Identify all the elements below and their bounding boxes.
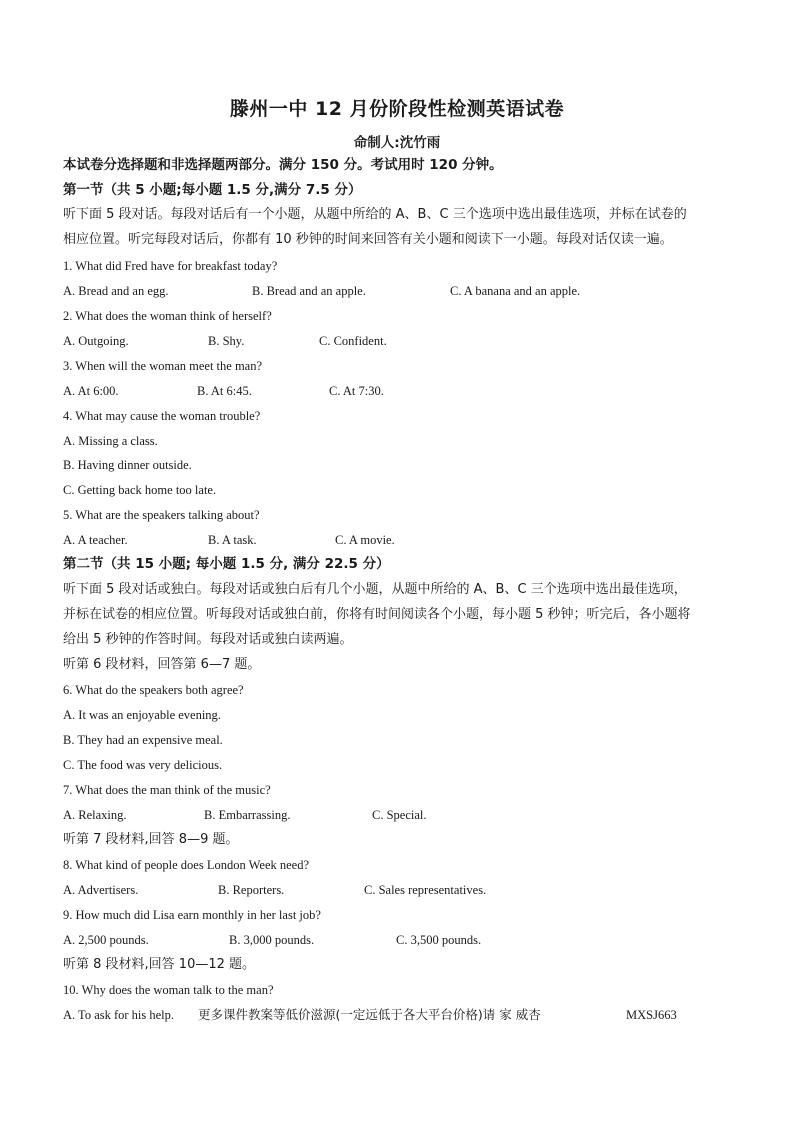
question-2-option-c: C. Confident. bbox=[319, 334, 387, 348]
question-1-option-a: A. Bread and an egg. bbox=[63, 284, 169, 298]
question-1-option-b: B. Bread and an apple. bbox=[252, 284, 366, 298]
section1-instruction-line1: 听下面 5 段对话。每段对话后有一个小题，从题中所给的 A、B、C 三个选项中选出最佳选项，并标在试卷的 bbox=[63, 207, 687, 222]
question-7-option-c: C. Special. bbox=[372, 808, 427, 822]
promo-code: MXSJ663 bbox=[626, 1008, 677, 1022]
question-4-option-a: A. Missing a class. bbox=[63, 434, 158, 448]
question-2-option-b: B. Shy. bbox=[208, 334, 245, 348]
question-8-option-c: C. Sales representatives. bbox=[364, 883, 487, 897]
question-6-stem: 6. What do the speakers both agree? bbox=[63, 683, 244, 697]
question-1-stem: 1. What did Fred have for breakfast today? bbox=[63, 259, 278, 273]
promo-text: 更多课件教案等低价滋源(一定远低于各大平台价格)请 家 威杏 bbox=[198, 1007, 541, 1022]
question-8-option-b: B. Reporters. bbox=[218, 883, 285, 897]
material-6-note: 听第 6 段材料，回答第 6—7 题。 bbox=[63, 657, 261, 672]
exam-author: 命制人:沈竹雨 bbox=[353, 135, 441, 151]
question-5-stem: 5. What are the speakers talking about? bbox=[63, 508, 260, 522]
question-5-option-b: B. A task. bbox=[208, 533, 257, 547]
question-10-option-a: A. To ask for his help. bbox=[63, 1008, 175, 1022]
question-4-stem: 4. What may cause the woman trouble? bbox=[63, 409, 261, 423]
question-9-option-a: A. 2,500 pounds. bbox=[63, 933, 149, 947]
section2-instruction-line3: 给出 5 秒钟的作答时间。每段对话或独白读两遍。 bbox=[63, 632, 353, 647]
question-6-option-b: B. They had an expensive meal. bbox=[63, 733, 223, 747]
question-10-stem: 10. Why does the woman talk to the man? bbox=[63, 983, 274, 997]
exam-title: 滕州一中 12 月份阶段性检测英语试卷 bbox=[229, 98, 565, 120]
question-9-option-c: C. 3,500 pounds. bbox=[396, 933, 482, 947]
question-3-option-a: A. At 6:00. bbox=[63, 384, 119, 398]
question-4-option-b: B. Having dinner outside. bbox=[63, 458, 192, 472]
question-2-option-a: A. Outgoing. bbox=[63, 334, 129, 348]
question-9-option-b: B. 3,000 pounds. bbox=[229, 933, 315, 947]
question-5-option-c: C. A movie. bbox=[335, 533, 395, 547]
question-7-option-b: B. Embarrassing. bbox=[204, 808, 291, 822]
section2-instruction-line2: 并标在试卷的相应位置。听每段对话或独白前，你将有时间阅读各个小题，每小题 5 秒钟；听完后，各小题将 bbox=[63, 607, 691, 622]
section1-instruction-line2: 相应位置。听完每段对话后，你都有 10 秒钟的时间来回答有关小题和阅读下一小题。每段对话仅读一遍。 bbox=[63, 232, 673, 247]
section2-heading: 第二节（共 15 小题; 每小题 1.5 分, 满分 22.5 分） bbox=[63, 556, 390, 572]
question-3-option-c: C. At 7:30. bbox=[329, 384, 384, 398]
question-5-option-a: A. A teacher. bbox=[63, 533, 128, 547]
question-7-stem: 7. What does the man think of the music? bbox=[63, 783, 271, 797]
question-3-stem: 3. When will the woman meet the man? bbox=[63, 359, 263, 373]
material-8-note: 听第 8 段材料,回答 10—12 题。 bbox=[63, 957, 256, 972]
question-8-stem: 8. What kind of people does London Week need? bbox=[63, 858, 310, 872]
question-1-option-c: C. A banana and an apple. bbox=[450, 284, 581, 298]
question-7-option-a: A. Relaxing. bbox=[63, 808, 127, 822]
question-2-stem: 2. What does the woman think of herself? bbox=[63, 309, 272, 323]
exam-intro: 本试卷分选择题和非选择题两部分。满分 150 分。考试用时 120 分钟。 bbox=[63, 157, 503, 173]
material-7-note: 听第 7 段材料,回答 8—9 题。 bbox=[63, 832, 239, 847]
question-9-stem: 9. How much did Lisa earn monthly in her last job? bbox=[63, 908, 321, 922]
section2-instruction-line1: 听下面 5 段对话或独白。每段对话或独白后有几个小题，从题中所给的 A、B、C 三个选项中选出最佳选项， bbox=[63, 582, 687, 597]
section1-heading: 第一节（共 5 小题;每小题 1.5 分,满分 7.5 分） bbox=[63, 182, 362, 198]
question-6-option-c: C. The food was very delicious. bbox=[63, 758, 223, 772]
question-8-option-a: A. Advertisers. bbox=[63, 883, 139, 897]
question-6-option-a: A. It was an enjoyable evening. bbox=[63, 708, 221, 722]
question-4-option-c: C. Getting back home too late. bbox=[63, 483, 217, 497]
question-3-option-b: B. At 6:45. bbox=[197, 384, 252, 398]
